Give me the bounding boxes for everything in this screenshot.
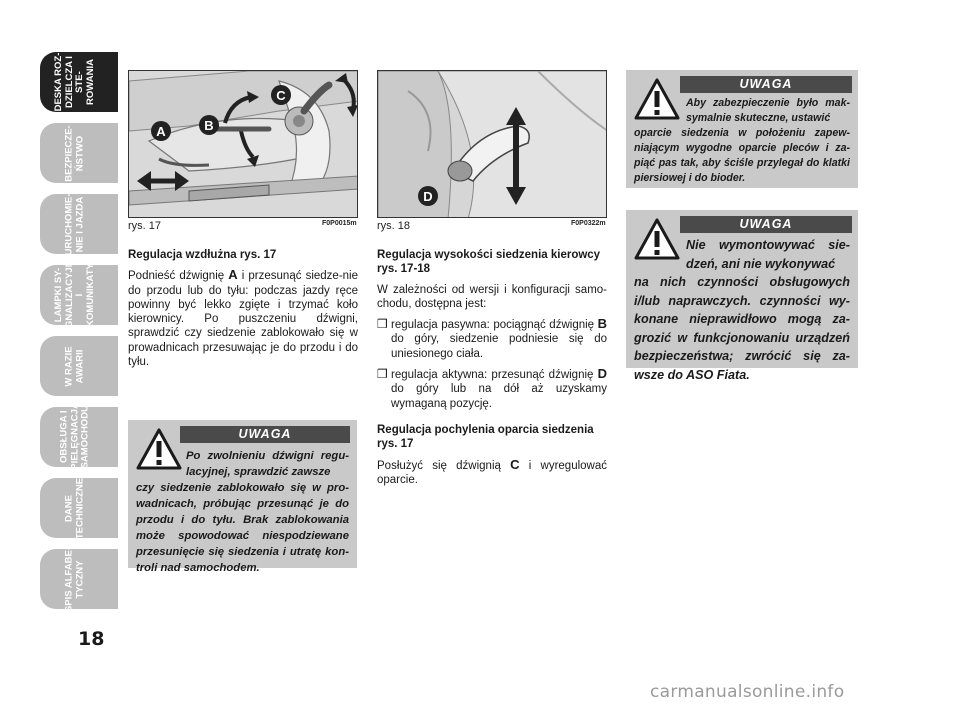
section-paragraph: Podnieść dźwignię A i przesunąć siedze-nie do przodu lub do tyłu: podczas jazdy ręce powinny być lekko zgięte i trzymać koło kierownicy. Po puszczeniu dźwigni, sprawdzić czy siedzenie zablokowało się w prowadnicach przesuwając je do przodu i do tyłu. — [128, 267, 358, 369]
figure-code-18: F0P0322m — [571, 220, 606, 227]
warning-title: UWAGA — [180, 426, 350, 443]
seat-levers-illustration — [129, 71, 358, 218]
label-d: D — [423, 189, 433, 204]
tab-spis-alfabetyczny[interactable]: SPIS ALFABE- TYCZNY — [40, 549, 110, 609]
list-item: ❒ regulacja pasywna: pociągnąć dźwignię B do góry, siedzenie podniesie się do uniesionego ciała. — [377, 316, 607, 360]
tab-w-razie-awarii[interactable]: W RAZIE AWARII — [40, 336, 110, 396]
warning-box-lever-release — [128, 420, 357, 574]
checkbox-bullet-icon: ❒ — [377, 367, 388, 382]
section-longitudinal-adjustment — [128, 248, 358, 375]
height-lever-illustration — [378, 71, 607, 218]
figure-caption-17: rys. 17 — [128, 220, 162, 232]
watermark: carmanualsonline.info — [650, 682, 845, 702]
tab-obsluga[interactable]: OBSŁUGA I PIELĘGNACJA SAMOCHODU — [40, 407, 110, 467]
warning-text: Aby zabezpieczenie było mak-symalnie skuteczne, ustawić oparcie siedzenia w położeniu zapew-niającym wygodne oparcie pleców i za-piąć pas tak, aby ściśle przylegał do klatki piersiowej i do bioder. — [634, 97, 850, 184]
warning-box-no-removal — [626, 210, 858, 382]
tab-uruchomienie[interactable]: URUCHOMIE- NIE I JAZDA — [40, 194, 110, 254]
label-b: B — [204, 118, 214, 133]
section-heading: Regulacja wysokości siedzenia kierowcy rys. 17-18 — [377, 249, 601, 276]
figure-height-lever — [377, 70, 607, 218]
tab-dane-techniczne[interactable]: DANE TECHNICZNE — [40, 478, 110, 538]
tab-deska-rozdzielcza[interactable]: DESKA ROZ- DZIELCZA I STE- ROWANIA — [40, 52, 110, 112]
warning-text: Nie wymontowywać sie-dzeń, ani nie wykonywać na nich czynności obsługowych i/lub naprawczych. czynności wy-konane nieprawidłowo mogą za-grozić w funkcjonowaniu urządzeń bezpieczeństwa; zwrócić się za-wsze do ASO Fiata. — [634, 238, 850, 382]
list-item: ❒ regulacja aktywna: przesunąć dźwignię D do góry lub na dół aż uzyskamy wymaganą pozycję. — [377, 366, 607, 410]
section-intro: W zależności od wersji i konfiguracji samo-chodu, dostępna jest: — [377, 283, 607, 310]
warning-triangle-icon — [634, 78, 680, 120]
label-c: C — [276, 88, 286, 103]
figure-code-17: F0P0015m — [322, 220, 357, 227]
section-paragraph: Posłużyć się dźwignią C i wyregulować oparcie. — [377, 456, 607, 486]
section-heading: Regulacja wzdłużna rys. 17 — [128, 249, 277, 261]
label-a: A — [156, 124, 166, 139]
section-height-adjustment — [377, 248, 607, 493]
tab-lampki[interactable]: LAMPKI SY- GNALIZACYJNE I KOMUNIKATY — [40, 265, 110, 325]
warning-triangle-icon — [634, 218, 680, 260]
warning-box-backrest — [626, 70, 858, 188]
section-heading-backrest: Regulacja pochylenia oparcia siedzenia rys. 17 — [377, 423, 594, 451]
figure-caption-18: rys. 18 — [377, 220, 411, 232]
page-number: 18 — [78, 628, 105, 650]
checkbox-bullet-icon: ❒ — [377, 317, 388, 332]
warning-title: UWAGA — [680, 216, 852, 233]
warning-text: Po zwolnieniu dźwigni regu-lacyjnej, sprawdzić zawsze czy siedzenie zablokowało się w pro-wadnicach, próbując przesunąć je do przodu i do tyłu. Brak zablokowania może spowodować niespodziewane przesunięcie się siedzenia i utratę kon-troli nad samochodem. — [136, 450, 349, 574]
warning-title: UWAGA — [680, 76, 852, 93]
figure-seat-levers — [128, 70, 358, 218]
warning-triangle-icon — [136, 428, 182, 470]
tab-bezpieczenstwo[interactable]: BEZPIECZE- ŃSTWO — [40, 123, 110, 183]
